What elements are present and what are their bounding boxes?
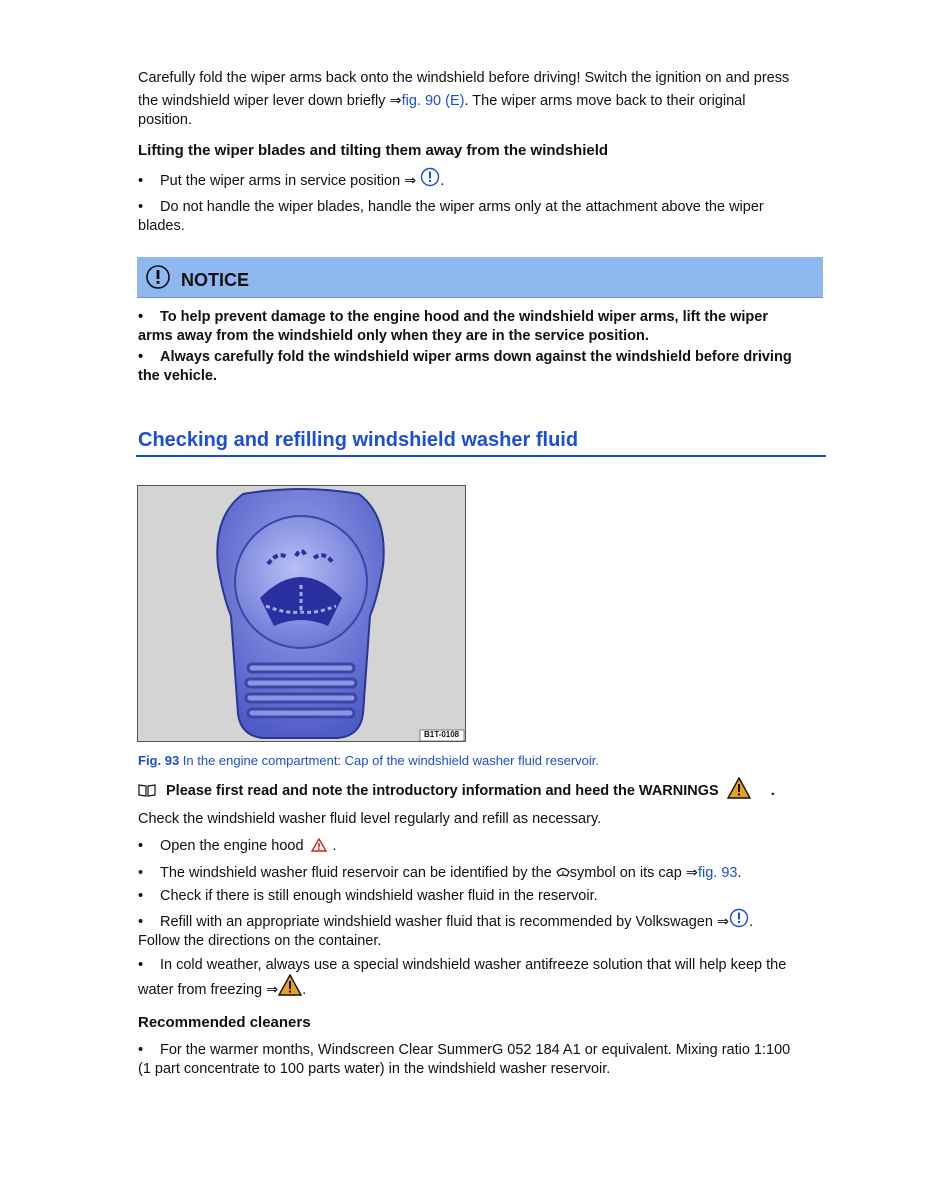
notice-bullet-2 bbox=[138, 348, 828, 386]
bullet-dot: • bbox=[138, 349, 144, 365]
bullet-dot: • bbox=[138, 1042, 144, 1058]
figure-caption-text: In the engine compartment: Cap of the windshield washer fluid reservoir. bbox=[179, 753, 600, 768]
figure-code: B1T-0108 bbox=[424, 730, 460, 739]
washer-symbol-icon bbox=[556, 866, 570, 878]
step-1-text: Open the engine hood bbox=[160, 838, 304, 854]
figure-caption bbox=[138, 753, 599, 768]
notice-icon bbox=[145, 264, 171, 290]
lifting-bullet-1-after: . bbox=[440, 173, 445, 189]
notice-title: NOTICE bbox=[181, 270, 250, 290]
step-3 bbox=[138, 887, 828, 906]
book-icon bbox=[138, 783, 156, 797]
bullet-dot: • bbox=[138, 888, 144, 904]
step-2 bbox=[138, 864, 828, 883]
step-4-cont: Follow the directions on the container. bbox=[138, 933, 382, 949]
step-5-cont: water from freezing ⇒ bbox=[138, 982, 279, 998]
step-2-mid: symbol on its cap ⇒ bbox=[569, 865, 698, 881]
step-1 bbox=[138, 837, 828, 856]
bullet-dot: • bbox=[138, 914, 144, 930]
step-5-after: . bbox=[302, 982, 307, 998]
step-5-text: In cold weather, always use a special windshield washer antifreeze solution that will help keep the bbox=[160, 957, 787, 973]
notice-bullet-1 bbox=[138, 308, 828, 346]
intro-line-3: position. bbox=[138, 112, 193, 128]
cleaners-heading: Recommended cleaners bbox=[138, 1014, 311, 1031]
intro-paragraph bbox=[138, 69, 828, 130]
step-3-text: Check if there is still enough windshield washer fluid in the reservoir. bbox=[160, 888, 598, 904]
lifting-heading: Lifting the wiper blades and tilting them away from the windshield bbox=[138, 142, 609, 159]
arrow-glyph: ⇒ bbox=[389, 93, 402, 109]
cleaners-line-1: For the warmer months, Windscreen Clear SummerG 052 184 A1 or equivalent. Mixing ratio 1:100 bbox=[160, 1042, 791, 1058]
step-2-prefix: The windshield washer fluid reservoir can be identified by the bbox=[160, 865, 556, 881]
figure-caption-label: Fig. 93 bbox=[138, 753, 180, 768]
bullet-dot: • bbox=[138, 865, 144, 881]
step-4-after: . bbox=[749, 914, 754, 930]
bullet-dot: • bbox=[138, 309, 144, 325]
lifting-bullet-2 bbox=[138, 198, 828, 236]
warning-triangle-icon bbox=[727, 777, 751, 799]
notice-bullet-2-line-1: Always carefully fold the windshield wiper arms down against the windshield before driving bbox=[160, 349, 792, 365]
step-2-after: . bbox=[737, 865, 742, 881]
section-rule bbox=[136, 455, 826, 457]
lifting-bullet-1 bbox=[138, 172, 828, 191]
intro-note-text: Please first read and note the introductory information and heed the WARNINGS bbox=[166, 783, 719, 799]
figure-93 bbox=[137, 485, 466, 742]
notice-bullet-1-line-2: arms away from the windshield only when they are in the service position. bbox=[138, 328, 649, 344]
intro-line-2-suffix: . The wiper arms move back to their original bbox=[464, 93, 746, 109]
notice-bullet-1-line-1: To help prevent damage to the engine hood and the windshield wiper arms, lift the wiper bbox=[160, 309, 768, 325]
intro-line-1: Carefully fold the wiper arms back onto the windshield before driving! Switch the ignition on and press bbox=[138, 70, 790, 86]
warning-triangle-icon bbox=[311, 838, 327, 852]
intro-note bbox=[138, 782, 828, 801]
fig-90-link[interactable]: fig. 90 (E) bbox=[401, 93, 465, 109]
notice-bullet-2-line-2: the vehicle. bbox=[138, 368, 217, 384]
bullet-dot: • bbox=[138, 199, 144, 215]
check-text: Check the windshield washer fluid level regularly and refill as necessary. bbox=[138, 811, 602, 827]
step-1-after: . bbox=[332, 838, 337, 854]
bullet-dot: • bbox=[138, 957, 144, 973]
lifting-bullet-2-cont: blades. bbox=[138, 218, 185, 234]
section-title: Checking and refilling windshield washer fluid bbox=[138, 429, 579, 451]
step-4 bbox=[138, 913, 828, 951]
washer-cap-illustration bbox=[138, 486, 465, 741]
lifting-bullet-1-text: Put the wiper arms in service position ⇒ bbox=[160, 173, 417, 189]
notice-icon bbox=[420, 167, 440, 187]
intro-line-2 bbox=[138, 92, 828, 111]
step-5 bbox=[138, 956, 828, 1000]
notice-icon bbox=[729, 908, 749, 928]
notice-bar bbox=[137, 257, 823, 298]
lifting-bullet-2-text: Do not handle the wiper blades, handle the wiper arms only at the attachment above the wiper bbox=[160, 199, 764, 215]
cleaners-line-2: (1 part concentrate to 100 parts water) in the windshield washer reservoir. bbox=[138, 1061, 611, 1077]
intro-line-2-text: the windshield wiper lever down briefly bbox=[138, 93, 390, 109]
fig-93-link[interactable]: fig. 93 bbox=[697, 865, 738, 881]
step-4-text: Refill with an appropriate windshield washer fluid that is recommended by Volkswagen ⇒ bbox=[160, 914, 730, 930]
cleaners-bullet bbox=[138, 1041, 828, 1079]
bullet-dot: • bbox=[138, 173, 144, 189]
warning-triangle-icon bbox=[278, 974, 302, 996]
intro-note-after: . bbox=[770, 783, 775, 799]
bullet-dot: • bbox=[138, 838, 144, 854]
